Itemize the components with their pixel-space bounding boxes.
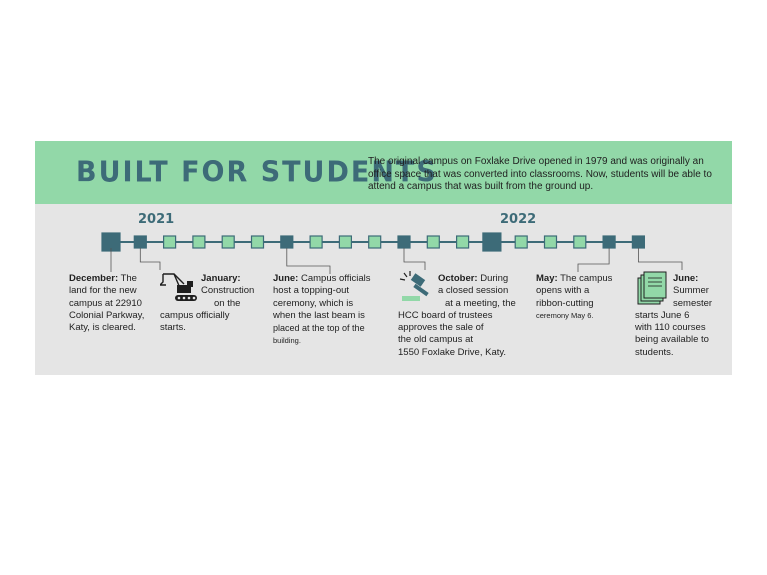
event-line: placed at the top of the — [273, 323, 365, 334]
event-line: land for the new — [69, 285, 137, 297]
timeline-connector — [638, 248, 682, 270]
event-december-2021 — [69, 273, 159, 334]
event-month: December: — [69, 273, 119, 284]
event-line: ceremony May 6. — [536, 310, 594, 320]
timeline-marker — [222, 236, 234, 248]
event-line: The campus — [560, 273, 613, 284]
excavator-icon — [160, 270, 200, 306]
timeline-marker — [632, 236, 644, 248]
timeline-marker — [515, 236, 527, 248]
event-line: Colonial Parkway, — [69, 309, 145, 321]
event-line: starts June 6 — [635, 309, 690, 321]
event-line: The — [120, 273, 137, 284]
event-line: with 110 courses — [635, 322, 706, 334]
event-line: campus officially — [160, 309, 230, 321]
timeline-marker — [483, 233, 501, 251]
timeline-marker — [369, 236, 381, 248]
timeline-marker — [603, 236, 615, 248]
event-month: June: — [273, 273, 299, 284]
gavel-icon — [398, 270, 434, 304]
intro-text: The original campus on Foxlake Drive opened in 1979 and was originally an office space that was converted into classrooms. Now, students will be able to attend a campus that was built from the ground up. — [368, 156, 712, 192]
page-title: BUILT FOR STUDENTS — [76, 156, 438, 189]
event-line: ceremony, which is — [273, 297, 354, 309]
event-line: students. — [635, 346, 674, 358]
event-month: May: — [536, 273, 558, 284]
timeline-connector — [404, 248, 425, 270]
books-icon — [636, 270, 668, 306]
timeline-marker — [427, 236, 439, 248]
event-month: October: — [438, 273, 478, 284]
timeline-connector — [578, 248, 609, 272]
event-line: opens with a — [536, 285, 590, 297]
event-line: ribbon-cutting — [536, 297, 594, 309]
event-line: building. — [273, 336, 301, 346]
timeline-marker — [281, 236, 293, 248]
timeline-marker — [252, 236, 264, 248]
event-line: on the — [214, 297, 241, 309]
event-line: Katy, is cleared. — [69, 322, 136, 334]
timeline-marker — [339, 236, 351, 248]
event-line: starts. — [160, 322, 186, 334]
year-label-2021: 2021 — [138, 212, 175, 227]
event-line: the old campus at — [398, 334, 473, 346]
year-label-2022: 2022 — [500, 212, 537, 227]
event-line: Campus officials — [300, 273, 371, 284]
timeline-marker — [164, 236, 176, 248]
timeline-marker — [574, 236, 586, 248]
event-line: Summer — [673, 285, 709, 297]
event-line: when the last beam is — [273, 309, 365, 321]
event-line: semester — [673, 297, 713, 309]
event-june-2021 — [273, 273, 393, 348]
event-line: During — [480, 273, 509, 284]
timeline-marker — [134, 236, 146, 248]
timeline-marker — [545, 236, 557, 248]
timeline-connector — [140, 248, 160, 270]
event-line: a closed session — [438, 285, 509, 297]
event-line: at a meeting, the — [445, 297, 516, 309]
event-line: being available to — [635, 334, 709, 346]
timeline-marker — [398, 236, 410, 248]
event-may-2022 — [536, 273, 631, 322]
timeline-marker — [193, 236, 205, 248]
timeline-marker — [310, 236, 322, 248]
timeline-connector — [287, 248, 330, 274]
event-month: January: — [201, 273, 241, 284]
timeline-marker — [457, 236, 469, 248]
event-line: 1550 Foxlake Drive, Katy. — [398, 346, 507, 358]
event-line: host a topping-out — [273, 285, 350, 297]
event-line: approves the sale of — [398, 322, 484, 334]
event-line: Construction — [201, 285, 255, 297]
event-month: June: — [673, 273, 699, 284]
event-line: HCC board of trustees — [398, 309, 493, 321]
event-line: campus at 22910 — [69, 297, 142, 309]
